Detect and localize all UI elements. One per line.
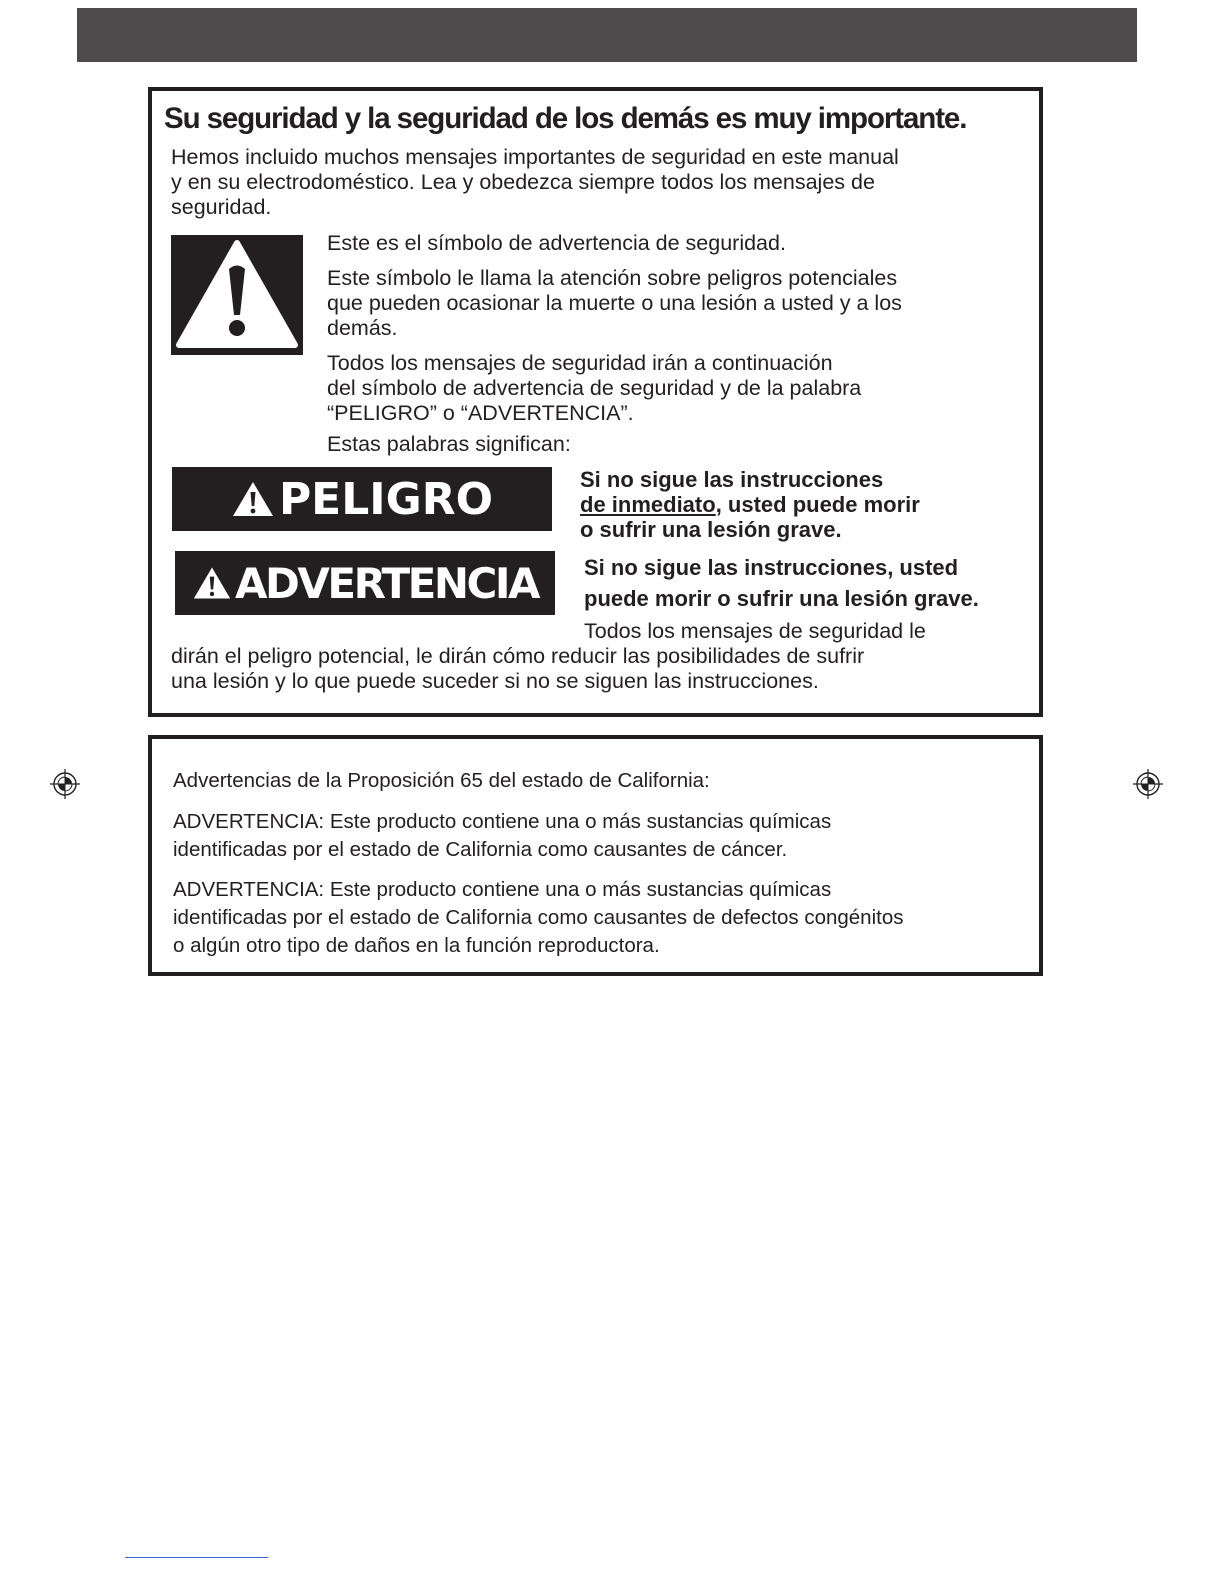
safety-headline: Su seguridad y la seguridad de los demás es muy importante. [164, 102, 967, 135]
symbol-description: Este símbolo le llama la atención sobre peligros potenciales que pueden ocasionar la muerte o una lesión a usted y a los demás. [327, 266, 902, 340]
crosshair-icon [1133, 769, 1163, 799]
signal-word-note: Todos los mensajes de seguridad irán a continuación del símbolo de advertencia de seguridad y de la palabra “PELIGRO” o “ADVERTENCIA”. [327, 351, 862, 425]
footer-rule [125, 1557, 268, 1558]
symbol-title: Este es el símbolo de advertencia de seguridad. [327, 231, 786, 255]
crosshair-icon [50, 769, 80, 799]
safety-box [148, 87, 1043, 717]
prop65-box [148, 735, 1043, 976]
peligro-description: Si no sigue las instrucciones de inmediato, usted puede morir o sufrir una lesión grave. [580, 467, 920, 542]
peligro-label: PELIGRO [172, 467, 552, 531]
prop65-title: Advertencias de la Proposición 65 del estado de California: [173, 769, 710, 792]
advertencia-description: Si no sigue las instrucciones, usted puede morir o sufrir una lesión grave. [584, 555, 979, 611]
prop65-warning-cancer: ADVERTENCIA: Este producto contiene una o más sustancias químicas identificadas por el estado de California como causantes de cáncer. [173, 810, 832, 861]
words-mean: Estas palabras significan: [327, 432, 571, 456]
safety-final-note: Todos los mensajes de seguridad le dirán el peligro potencial, le dirán cómo reducir las posibilidades de sufrir una lesión y lo que puede suceder si no se siguen las instrucciones. [171, 619, 926, 693]
safety-intro: Hemos incluido muchos mensajes importantes de seguridad en este manual y en su electrodoméstico. Lea y obedezca siempre todos los mensajes de seguridad. [171, 145, 899, 219]
header-bar [77, 8, 1137, 62]
prop65-warning-reproductive: ADVERTENCIA: Este producto contiene una o más sustancias químicas identificadas por el estado de California como causantes de defectos congénitos o algún otro tipo de daños en la función reproductora. [173, 878, 904, 957]
advertencia-label: ADVERTENCIA [175, 551, 555, 615]
warning-triangle-icon [171, 235, 303, 355]
danger-triangle-icon [231, 480, 275, 518]
warning-small-triangle-icon [192, 565, 232, 601]
